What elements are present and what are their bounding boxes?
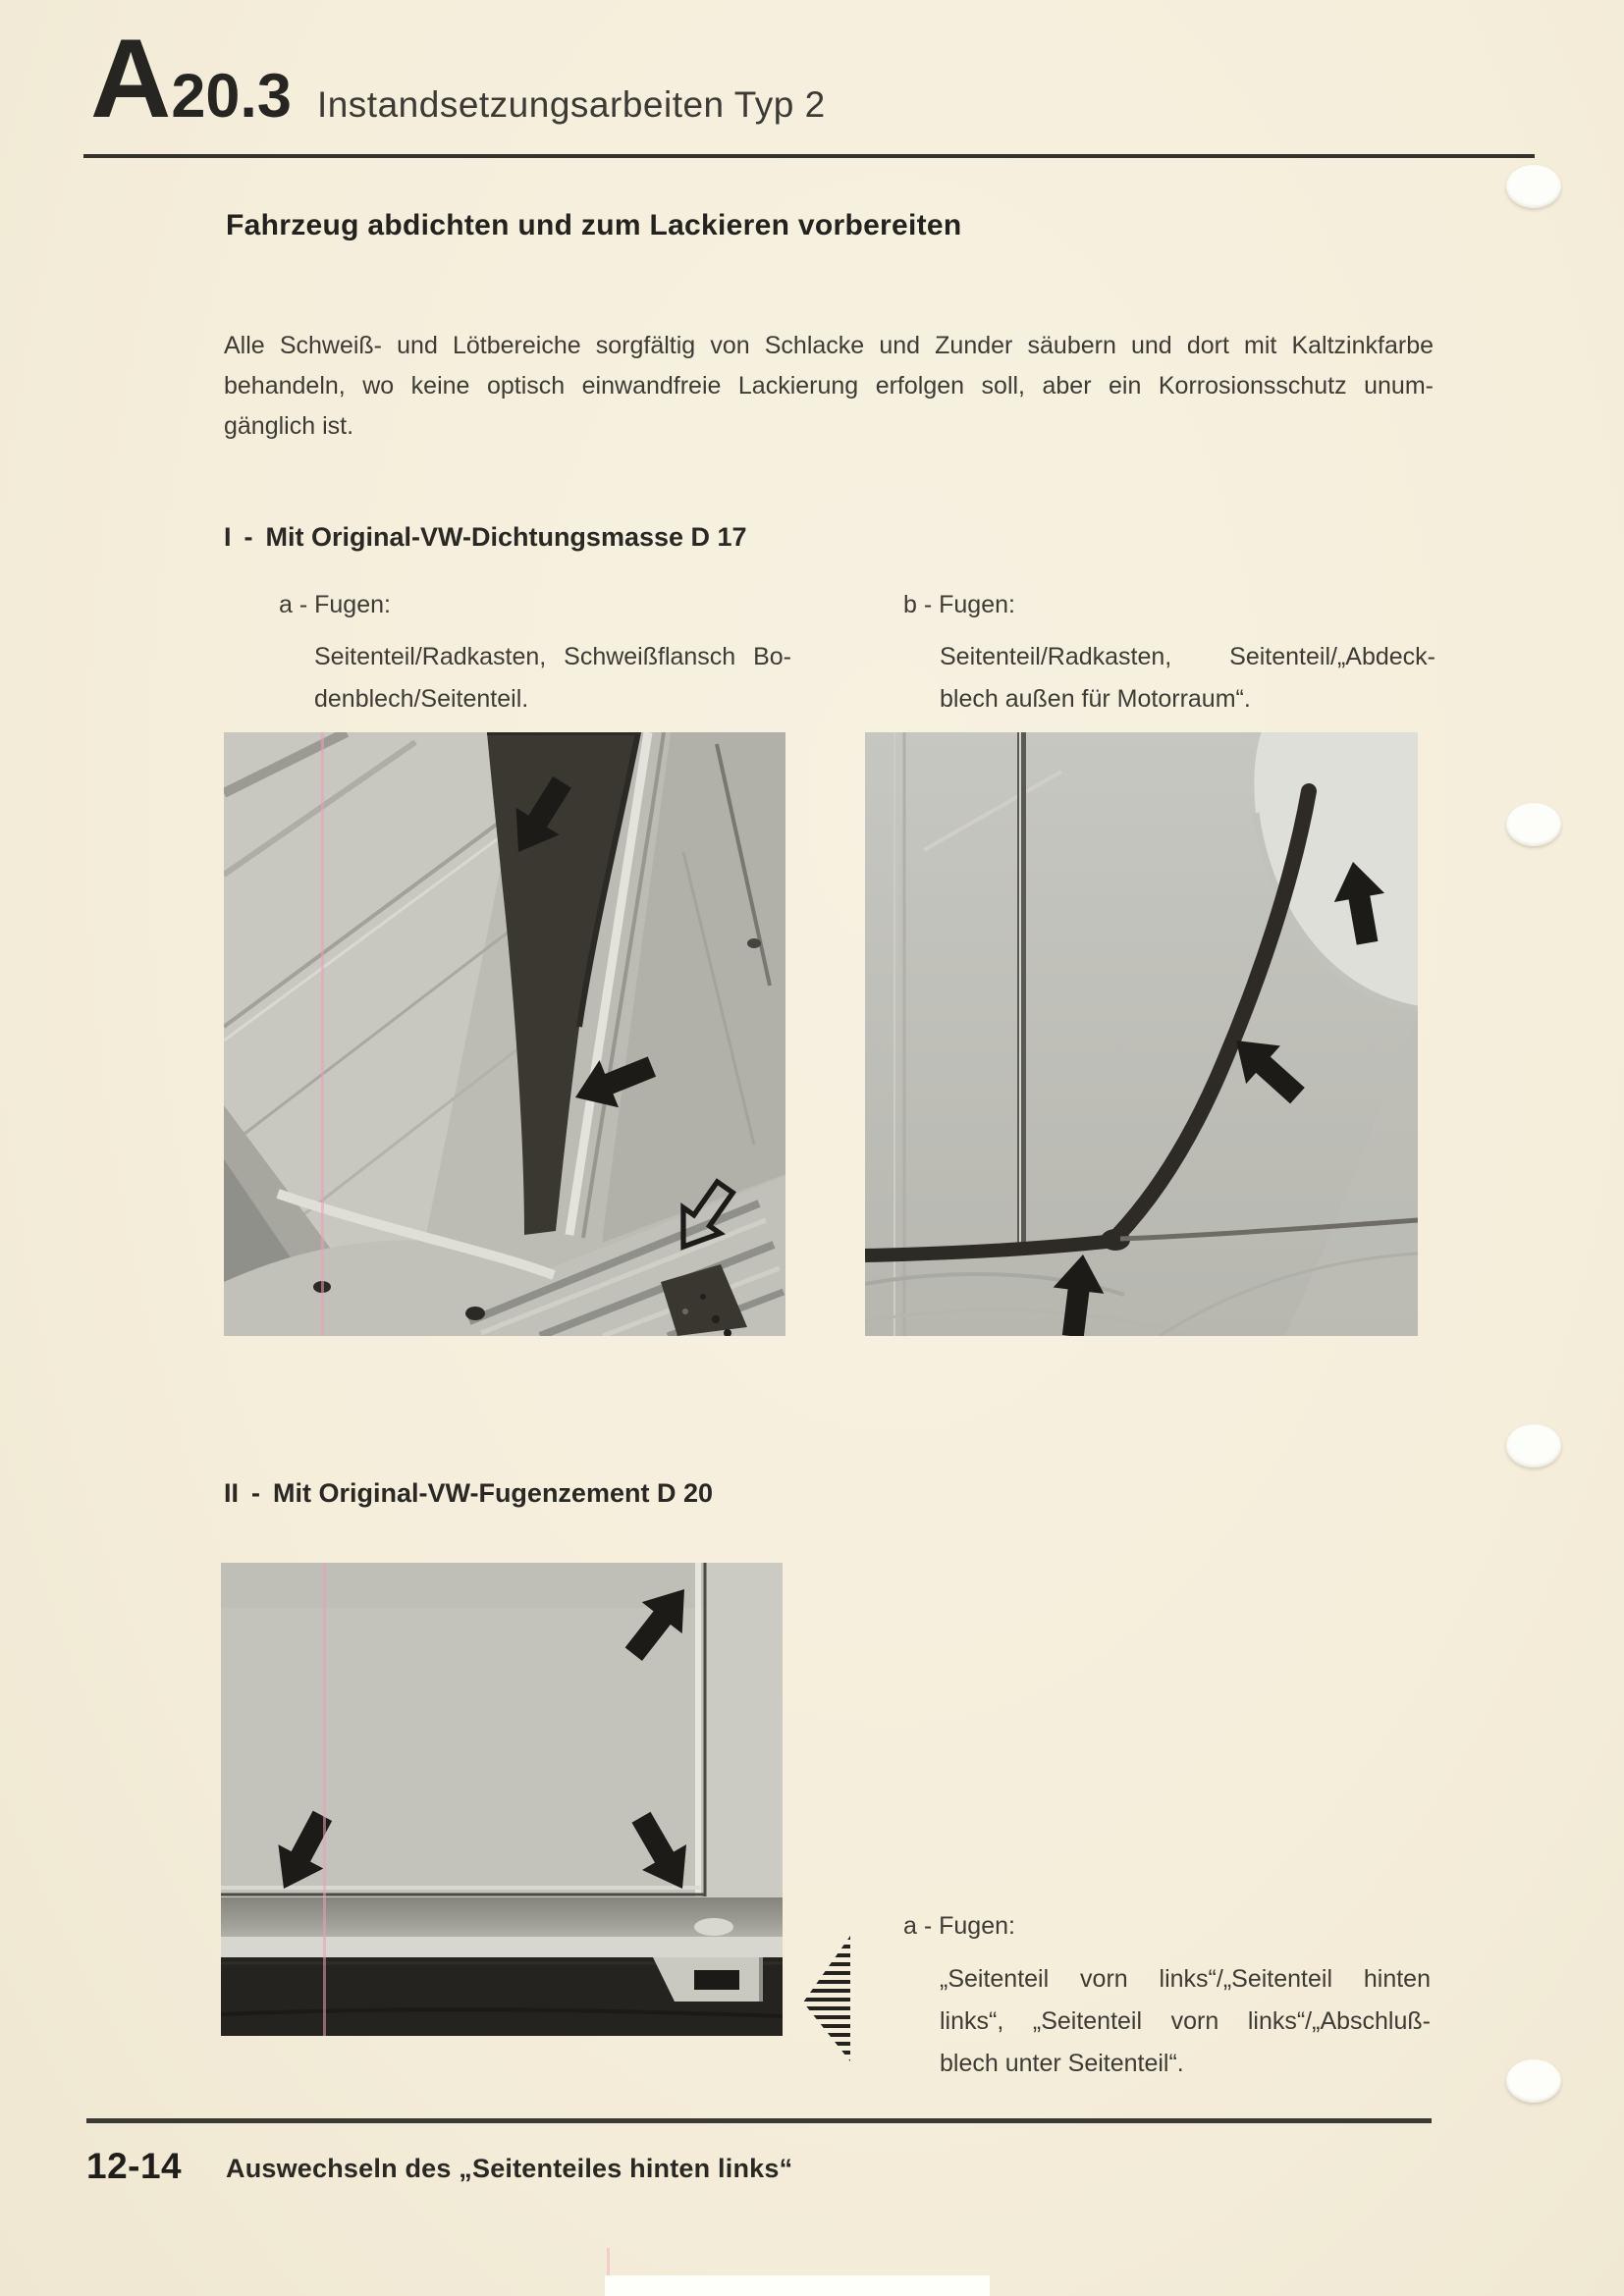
section-1-name: Mit Original-VW-Dichtungsmasse D 17 bbox=[265, 522, 747, 552]
fugen-text-line: links“, „Seitenteil vorn links“/„Abschluß- bbox=[940, 2007, 1431, 2035]
section-number: 20.3 bbox=[171, 62, 292, 131]
figure-engine-bay-seam bbox=[865, 732, 1418, 1336]
section-1-item-b-text bbox=[940, 636, 1435, 721]
hatched-left-arrow-icon bbox=[803, 1936, 850, 2061]
header-rule bbox=[83, 154, 1535, 158]
intro-paragraph bbox=[224, 326, 1434, 447]
fugen-text-line: Seitenteil/Radkasten, Schweißflansch Bo- bbox=[314, 643, 791, 670]
fugen-text-line: „Seitenteil vorn links“/„Seitenteil hinten bbox=[940, 1965, 1431, 1993]
section-1-heading bbox=[224, 522, 747, 553]
intro-line: Alle Schweiß- und Lötbereiche sorgfältig von Schlacke und Zunder säubern und dort mit Kaltzinkfarbe bbox=[224, 332, 1434, 359]
fugen-text-line: blech unter Seitenteil“. bbox=[940, 2050, 1184, 2077]
footer-caption: Auswechseln des „Seitenteiles hinten links“ bbox=[226, 2154, 793, 2183]
section-1-item-a-text bbox=[314, 636, 791, 721]
intro-line: behandeln, wo keine optisch einwandfreie Lackierung erfolgen soll, aber ein Korrosionsschutz unum- bbox=[224, 372, 1434, 400]
section-2-numeral: II bbox=[224, 1478, 240, 1508]
footer-rule bbox=[86, 2118, 1432, 2123]
section-2-separator: - bbox=[251, 1478, 261, 1508]
header-title: Instandsetzungsarbeiten Typ 2 bbox=[316, 84, 826, 125]
fugen-text-line: blech außen für Motorraum“. bbox=[940, 685, 1251, 713]
punch-hole bbox=[1506, 803, 1561, 846]
fugen-text-line: denblech/Seitenteil. bbox=[314, 685, 529, 713]
section-1-item-b-label: b - Fugen: bbox=[903, 591, 1015, 618]
page-header bbox=[90, 17, 826, 141]
pink-registration-line bbox=[321, 732, 324, 1336]
section-letter: A bbox=[90, 17, 170, 141]
intro-line: gänglich ist. bbox=[224, 412, 354, 440]
section-1-numeral: I bbox=[224, 522, 232, 552]
section-2-name: Mit Original-VW-Fugenzement D 20 bbox=[273, 1478, 713, 1508]
punch-hole bbox=[1506, 165, 1561, 208]
figure-wheelhouse-seams bbox=[224, 732, 785, 1336]
section-1-separator: - bbox=[244, 522, 253, 552]
figure-side-panel-seams bbox=[221, 1563, 783, 2036]
section-2-item-a-label: a - Fugen: bbox=[903, 1912, 1015, 1940]
punch-hole bbox=[1506, 2059, 1561, 2103]
doc-title: Fahrzeug abdichten und zum Lackieren vorbereiten bbox=[226, 209, 962, 241]
section-2-item-a-text bbox=[940, 1958, 1431, 2085]
scan-edge-artifact bbox=[605, 2275, 990, 2296]
section-1-item-a-label: a - Fugen: bbox=[279, 591, 391, 618]
footer-page-number: 12-14 bbox=[86, 2146, 183, 2186]
punch-hole bbox=[1506, 1424, 1561, 1468]
pink-registration-line bbox=[323, 1563, 326, 2036]
fugen-text-line: Seitenteil/Radkasten, Seitenteil/„Abdeck- bbox=[940, 643, 1435, 670]
section-2-heading bbox=[224, 1478, 713, 1509]
